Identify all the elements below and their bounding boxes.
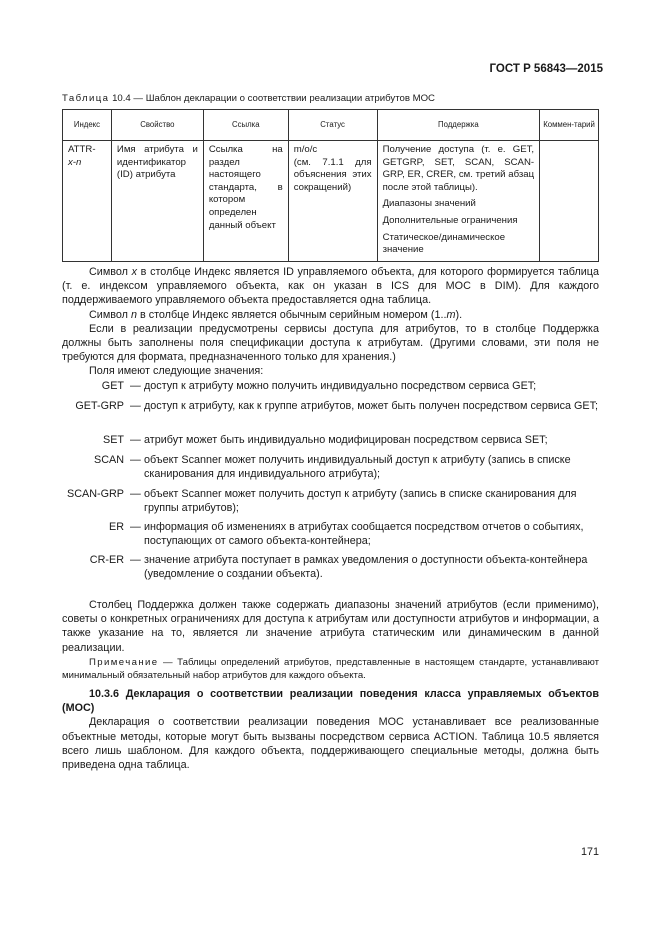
- cell-index: [63, 141, 112, 262]
- definition-scan: SCAN — объект Scanner может получить индивидуальный доступ к атрибуту (запись в списке сканирования для индивидуального атрибута);: [94, 454, 571, 481]
- col-header-property: Свойство: [111, 110, 203, 141]
- paragraph-symbol-n: Символ n в столбце Индекс является обычным серийным номером (1..m).: [89, 308, 463, 321]
- note: [62, 657, 599, 683]
- cell-reference: Ссылка на раздел настоящего стандарта, в котором определен данный объект: [203, 141, 288, 262]
- cell-status: [288, 141, 377, 262]
- paragraph-symbol-x: Символ x в столбце Индекс является ID управляемого объекта, для которого формируется таблица (т. е. индексом управляемого объекта, как он указан в ICS для МОС в DIM). Для каждого поддерживаемого управляемого объекта предоставляется одна таблица.: [62, 266, 599, 307]
- body-text-block-1: [62, 265, 599, 379]
- status-line1: m/o/c: [293, 144, 318, 155]
- attribute-template-table: [62, 109, 599, 262]
- definition-scan-grp: SCAN-GRP — объект Scanner может получить доступ к атрибуту (запись в списке сканирования для группы атрибутов);: [67, 488, 577, 515]
- definition-set: SET — атрибут может быть индивидуально модифицирован посредством сервиса SET;: [103, 434, 548, 446]
- paragraph-fields-intro: Поля имеют следующие значения:: [89, 365, 264, 378]
- body-text-block-3: [62, 687, 599, 772]
- standard-number: ГОСТ Р 56843—2015: [489, 63, 603, 75]
- table-header-row: [63, 110, 599, 141]
- col-header-index: Индекс: [63, 110, 112, 141]
- table-caption-text: 10.4 — Шаблон декларации о соответствии реализации атрибутов МОС: [112, 93, 435, 104]
- cell-support: [377, 141, 540, 262]
- support-static-dynamic: Статическое/динамическое значение: [382, 231, 506, 256]
- definition-get: GET — доступ к атрибуту можно получить индивидуально посредством сервиса GET;: [101, 380, 537, 392]
- definition-cr-er: CR-ER — значение атрибута поступает в рамках уведомления о доступности объекта-контейнера (уведомление о создании объекта).: [89, 554, 588, 581]
- note-text: — Таблицы определений атрибутов, представленные в настоящем стандарте, устанавливают минимальный обязательный набор атрибутов для каждого объекта.: [62, 657, 599, 681]
- cell-comment: [540, 141, 599, 262]
- table-caption: [62, 93, 435, 104]
- support-ranges: Диапазоны значений: [382, 198, 476, 210]
- note-label: Примечание: [89, 657, 159, 668]
- col-header-support: Поддержка: [377, 110, 540, 141]
- table-caption-label: Таблица: [62, 93, 110, 104]
- body-text-block-2: [62, 598, 599, 655]
- table-row: [63, 141, 599, 262]
- index-line1: ATTR-: [68, 144, 96, 155]
- col-header-comment: Коммен-тарий: [540, 110, 599, 141]
- cell-property: Имя атрибута и идентификатор (ID) атрибута: [111, 141, 203, 262]
- support-access: Получение доступа (т. е. GET, GETGRP, SET, SCAN, SCAN-GRP, ER, CRER, см. третий абзац после этой таблицы).: [382, 144, 535, 193]
- col-header-reference: Ссылка: [203, 110, 288, 141]
- paragraph-behavior-declaration: Декларация о соответствии реализации поведения МОС устанавливает все реализованные объектные методы, которые могут быть вызваны посредством сервиса ACTION. Таблица 10.5 является всего лишь шаблоном. Для каждого объекта, поддерживающего специальные методы, должна быть приведена одна таблица.: [62, 716, 599, 772]
- section-heading: 10.3.6 Декларация о соответствии реализации поведения класса управляемых объектов (МОС): [62, 688, 599, 715]
- definition-get-grp: GET-GRP — доступ к атрибуту, как к группе атрибутов, может быть получен посредством сервиса GET;: [75, 400, 599, 412]
- definition-er: ER — информация об изменениях в атрибутах сообщается посредством отчетов о событиях, поступающих от самого объекта-контейнера;: [109, 521, 584, 548]
- paragraph-support-column: Столбец Поддержка должен также содержать диапазоны значений атрибутов (если применимо), советы о конкретных ограничениях для доступа к атрибутам или доступности атрибутов и информации, а также указание на то, является ли значение атрибута статическим или динамическим в данной реализации.: [62, 599, 599, 654]
- status-line2: (см. 7.1.1 для объяснения этих сокращений): [293, 156, 372, 193]
- support-constraints: Дополнительные ограничения: [382, 214, 518, 226]
- index-line2: x-n: [68, 156, 82, 168]
- col-header-status: Статус: [288, 110, 377, 141]
- page-number: 171: [580, 846, 599, 858]
- paragraph-access-services: Если в реализации предусмотрены сервисы доступа для атрибутов, то в столбце Поддержка должны быть заполнены поля спецификации доступа к атрибутам. (Другими словами, эти поля не требуются для формата, предназначенного только для хранения.): [62, 322, 599, 364]
